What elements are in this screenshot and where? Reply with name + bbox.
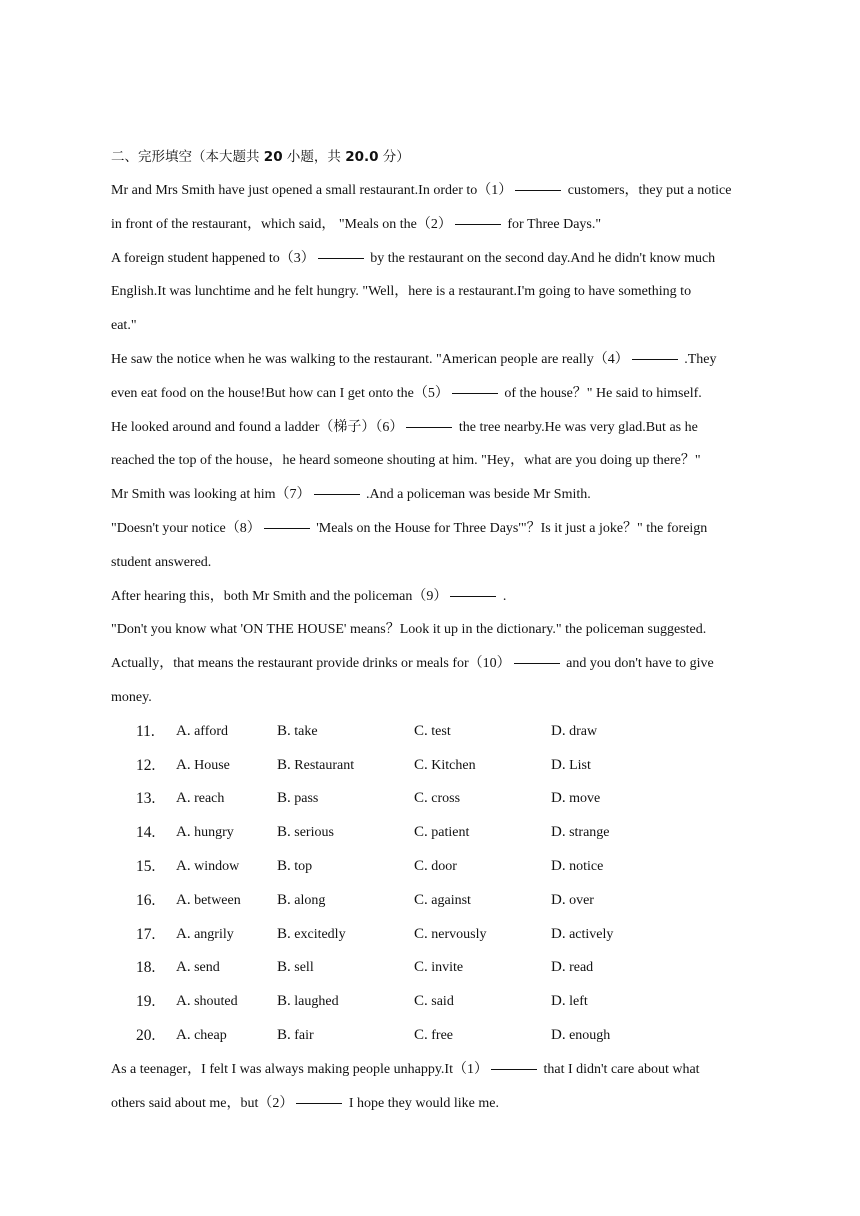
question-number: 14. — [136, 824, 156, 842]
option-letter: A. — [176, 824, 191, 841]
passage-text: eat." — [111, 318, 137, 334]
option-d — [551, 816, 610, 850]
question-row — [111, 918, 751, 952]
passage-text: 'Meals on the House for Three Days'"？Is it just a joke？" the foreign — [312, 520, 708, 536]
answer-blank — [314, 493, 360, 495]
option-text: patient — [431, 825, 470, 841]
option-text: test — [431, 723, 451, 739]
heading-prefix: 二、完形填空（本大题共 — [111, 149, 264, 165]
option-text: top — [294, 858, 313, 874]
passage-text: even eat food on the house!But how can I get onto the（5） — [111, 385, 449, 401]
option-text: House — [194, 757, 230, 773]
option-letter: A. — [176, 722, 191, 739]
heading-score: 20.0 — [345, 149, 379, 165]
option-c — [414, 850, 457, 884]
option-text: notice — [569, 858, 604, 874]
option-letter: A. — [176, 925, 191, 942]
option-a — [176, 816, 234, 850]
option-c — [414, 816, 469, 850]
answer-blank — [450, 595, 496, 597]
option-text: excitedly — [294, 926, 346, 942]
question-number: 19. — [136, 993, 156, 1011]
question-row — [111, 1019, 751, 1053]
option-text: take — [294, 723, 318, 739]
passage-text: He saw the notice when he was walking to the restaurant. "American people are really（4） — [111, 351, 629, 367]
passage-text: and you don't have to give — [562, 656, 714, 672]
option-letter: A. — [176, 857, 191, 874]
option-text: angrily — [194, 926, 234, 942]
question-row — [111, 816, 751, 850]
option-text: actively — [569, 926, 614, 942]
answer-blank — [452, 392, 498, 394]
option-letter: C. — [414, 857, 428, 874]
passage-line — [111, 174, 751, 208]
option-letter: D. — [551, 959, 566, 976]
option-text: shouted — [194, 994, 238, 1010]
passage-text: A foreign student happened to（3） — [111, 250, 315, 266]
option-d — [551, 1019, 610, 1053]
option-letter: B. — [277, 790, 291, 807]
passage-text: money. — [111, 689, 152, 705]
option-letter: B. — [277, 857, 291, 874]
option-text: pass — [294, 791, 319, 807]
answer-blank — [455, 223, 501, 225]
passage-line — [111, 580, 751, 614]
answer-blank — [318, 257, 364, 259]
answer-blank — [264, 527, 310, 529]
question-row — [111, 850, 751, 884]
passage2-text: I hope they would like me. — [345, 1095, 499, 1111]
option-letter: C. — [414, 959, 428, 976]
passage-text: .And a policeman was beside Mr Smith. — [362, 487, 591, 503]
question-number: 20. — [136, 1026, 156, 1044]
option-b — [277, 749, 354, 783]
option-d — [551, 884, 594, 918]
answer-blank — [491, 1068, 537, 1070]
option-c — [414, 1019, 453, 1053]
option-text: fair — [294, 1027, 314, 1043]
option-c — [414, 918, 486, 952]
option-letter: B. — [277, 756, 291, 773]
option-text: sell — [294, 960, 314, 976]
option-letter: D. — [551, 925, 566, 942]
option-a — [176, 1019, 227, 1053]
option-letter: A. — [176, 959, 191, 976]
answer-blank — [632, 358, 678, 360]
passage-line — [111, 613, 751, 647]
option-c — [414, 782, 460, 816]
option-letter: D. — [551, 1026, 566, 1043]
document-content — [111, 140, 751, 1120]
passage-line — [111, 512, 751, 546]
option-b — [277, 918, 346, 952]
option-b — [277, 884, 325, 918]
option-c — [414, 884, 471, 918]
option-a — [176, 985, 238, 1019]
option-text: against — [431, 892, 471, 908]
question-number: 11. — [136, 722, 155, 740]
option-text: hungry — [194, 825, 234, 841]
option-b — [277, 782, 318, 816]
option-b — [277, 816, 334, 850]
option-letter: C. — [414, 925, 428, 942]
option-letter: B. — [277, 959, 291, 976]
option-letter: A. — [176, 993, 191, 1010]
option-c — [414, 985, 454, 1019]
passage-text: reached the top of the house，he heard someone shouting at him. "Hey，what are you doing up there？" — [111, 453, 701, 469]
option-d — [551, 782, 600, 816]
passage-text: . — [499, 588, 507, 604]
answer-options — [111, 715, 751, 1053]
passage-text: Mr and Mrs Smith have just opened a small restaurant.In order to（1） — [111, 183, 513, 198]
option-letter: C. — [414, 790, 428, 807]
heading-suffix: 分） — [378, 149, 410, 165]
option-b — [277, 985, 339, 1019]
option-text: invite — [431, 960, 464, 976]
option-c — [414, 715, 451, 749]
passage-text: After hearing this，both Mr Smith and the policeman（9） — [111, 588, 448, 604]
option-text: Restaurant — [294, 757, 355, 773]
option-text: read — [569, 960, 594, 976]
passage-line — [111, 546, 751, 580]
option-letter: C. — [414, 993, 428, 1010]
cloze-passage — [111, 174, 751, 715]
passage-text: Actually，that means the restaurant provide drinks or meals for（10） — [111, 656, 511, 672]
passage-line — [111, 275, 751, 309]
passage-line — [111, 309, 751, 343]
option-d — [551, 715, 597, 749]
question-number: 17. — [136, 925, 156, 943]
answer-blank — [515, 189, 561, 191]
question-number: 15. — [136, 857, 156, 875]
option-d — [551, 985, 588, 1019]
option-letter: C. — [414, 756, 428, 773]
option-text: said — [431, 994, 454, 1010]
option-text: strange — [569, 825, 610, 841]
option-a — [176, 918, 234, 952]
cloze-passage-2 — [111, 1053, 751, 1121]
option-letter: D. — [551, 756, 566, 773]
option-text: laughed — [294, 994, 339, 1010]
passage-text: student answered. — [111, 554, 212, 570]
passage2-text: As a teenager，I felt I was always making people unhappy.It（1） — [111, 1061, 488, 1077]
question-row — [111, 884, 751, 918]
option-text: window — [194, 858, 240, 874]
section-heading — [111, 140, 751, 174]
passage-text: for Three Days." — [503, 216, 602, 232]
passage-line — [111, 343, 751, 377]
question-number: 18. — [136, 959, 156, 977]
passage-line — [111, 647, 751, 681]
passage-text: the tree nearby.He was very glad.But as he — [455, 419, 698, 435]
option-text: nervously — [431, 926, 487, 942]
option-c — [414, 951, 463, 985]
option-d — [551, 951, 593, 985]
option-letter: D. — [551, 857, 566, 874]
question-row — [111, 749, 751, 783]
option-text: send — [194, 960, 220, 976]
option-a — [176, 749, 230, 783]
option-b — [277, 850, 312, 884]
option-text: door — [431, 858, 457, 874]
passage-text: "Don't you know what 'ON THE HOUSE' means？Look it up in the dictionary." the policeman suggested. — [111, 622, 707, 638]
option-text: left — [569, 994, 588, 1010]
option-letter: B. — [277, 925, 291, 942]
option-letter: C. — [414, 824, 428, 841]
option-text: move — [569, 791, 601, 807]
option-b — [277, 1019, 314, 1053]
option-text: draw — [569, 723, 598, 739]
question-number: 13. — [136, 790, 156, 808]
passage2-line — [111, 1087, 751, 1121]
option-letter: A. — [176, 1026, 191, 1043]
passage-text: English.It was lunchtime and he felt hungry. "Well，here is a restaurant.I'm going to have something to — [111, 284, 692, 300]
option-letter: D. — [551, 891, 566, 908]
passage-text: .They — [680, 351, 717, 367]
passage-line — [111, 377, 751, 411]
passage2-text: others said about me，but（2） — [111, 1095, 294, 1111]
heading-mid: 小题，共 — [282, 149, 346, 165]
passage-text: by the restaurant on the second day.And he didn't know much — [366, 250, 716, 266]
question-row — [111, 782, 751, 816]
passage-line — [111, 681, 751, 715]
passage-text: customers，they put a notice — [564, 183, 732, 198]
option-letter: A. — [176, 790, 191, 807]
option-b — [277, 951, 314, 985]
option-text: over — [569, 892, 594, 908]
option-letter: D. — [551, 722, 566, 739]
passage-line — [111, 478, 751, 512]
option-letter: D. — [551, 790, 566, 807]
option-d — [551, 850, 603, 884]
answer-blank — [514, 662, 560, 664]
option-letter: C. — [414, 722, 428, 739]
option-letter: A. — [176, 756, 191, 773]
passage-text: Mr Smith was looking at him（7） — [111, 487, 311, 503]
option-d — [551, 749, 591, 783]
passage-text: "Doesn't your notice（8） — [111, 520, 261, 536]
option-b — [277, 715, 318, 749]
question-number: 16. — [136, 891, 156, 909]
option-text: afford — [194, 723, 229, 739]
option-text: reach — [194, 791, 225, 807]
option-text: along — [294, 892, 326, 908]
passage2-line — [111, 1053, 751, 1087]
option-letter: B. — [277, 722, 291, 739]
passage-text: of the house？" He said to himself. — [500, 385, 702, 401]
heading-question-count: 20 — [263, 149, 283, 165]
option-text: serious — [294, 825, 334, 841]
option-text: Kitchen — [431, 757, 476, 773]
option-letter: D. — [551, 993, 566, 1010]
option-a — [176, 715, 228, 749]
option-text: cross — [431, 791, 461, 807]
answer-blank — [296, 1102, 342, 1104]
question-row — [111, 715, 751, 749]
question-number: 12. — [136, 756, 156, 774]
answer-blank — [406, 426, 452, 428]
option-letter: B. — [277, 891, 291, 908]
option-letter: B. — [277, 993, 291, 1010]
option-text: enough — [569, 1027, 611, 1043]
option-letter: C. — [414, 891, 428, 908]
option-a — [176, 951, 220, 985]
option-text: List — [569, 757, 591, 773]
passage2-text: that I didn't care about what — [539, 1061, 700, 1077]
option-text: free — [431, 1027, 454, 1043]
option-c — [414, 749, 476, 783]
option-a — [176, 782, 224, 816]
passage-line — [111, 444, 751, 478]
passage-line — [111, 411, 751, 445]
option-d — [551, 918, 613, 952]
option-a — [176, 850, 239, 884]
option-text: between — [194, 892, 241, 908]
option-letter: B. — [277, 1026, 291, 1043]
option-letter: B. — [277, 824, 291, 841]
passage-text: in front of the restaurant，which said， "Meals on the（2） — [111, 216, 452, 232]
question-row — [111, 985, 751, 1019]
option-letter: C. — [414, 1026, 428, 1043]
passage-text: He looked around and found a ladder（梯子）（6） — [111, 419, 404, 435]
passage-line — [111, 208, 751, 242]
question-row — [111, 951, 751, 985]
option-letter: D. — [551, 824, 566, 841]
passage-line — [111, 242, 751, 276]
option-letter: A. — [176, 891, 191, 908]
option-a — [176, 884, 241, 918]
option-text: cheap — [194, 1027, 227, 1043]
